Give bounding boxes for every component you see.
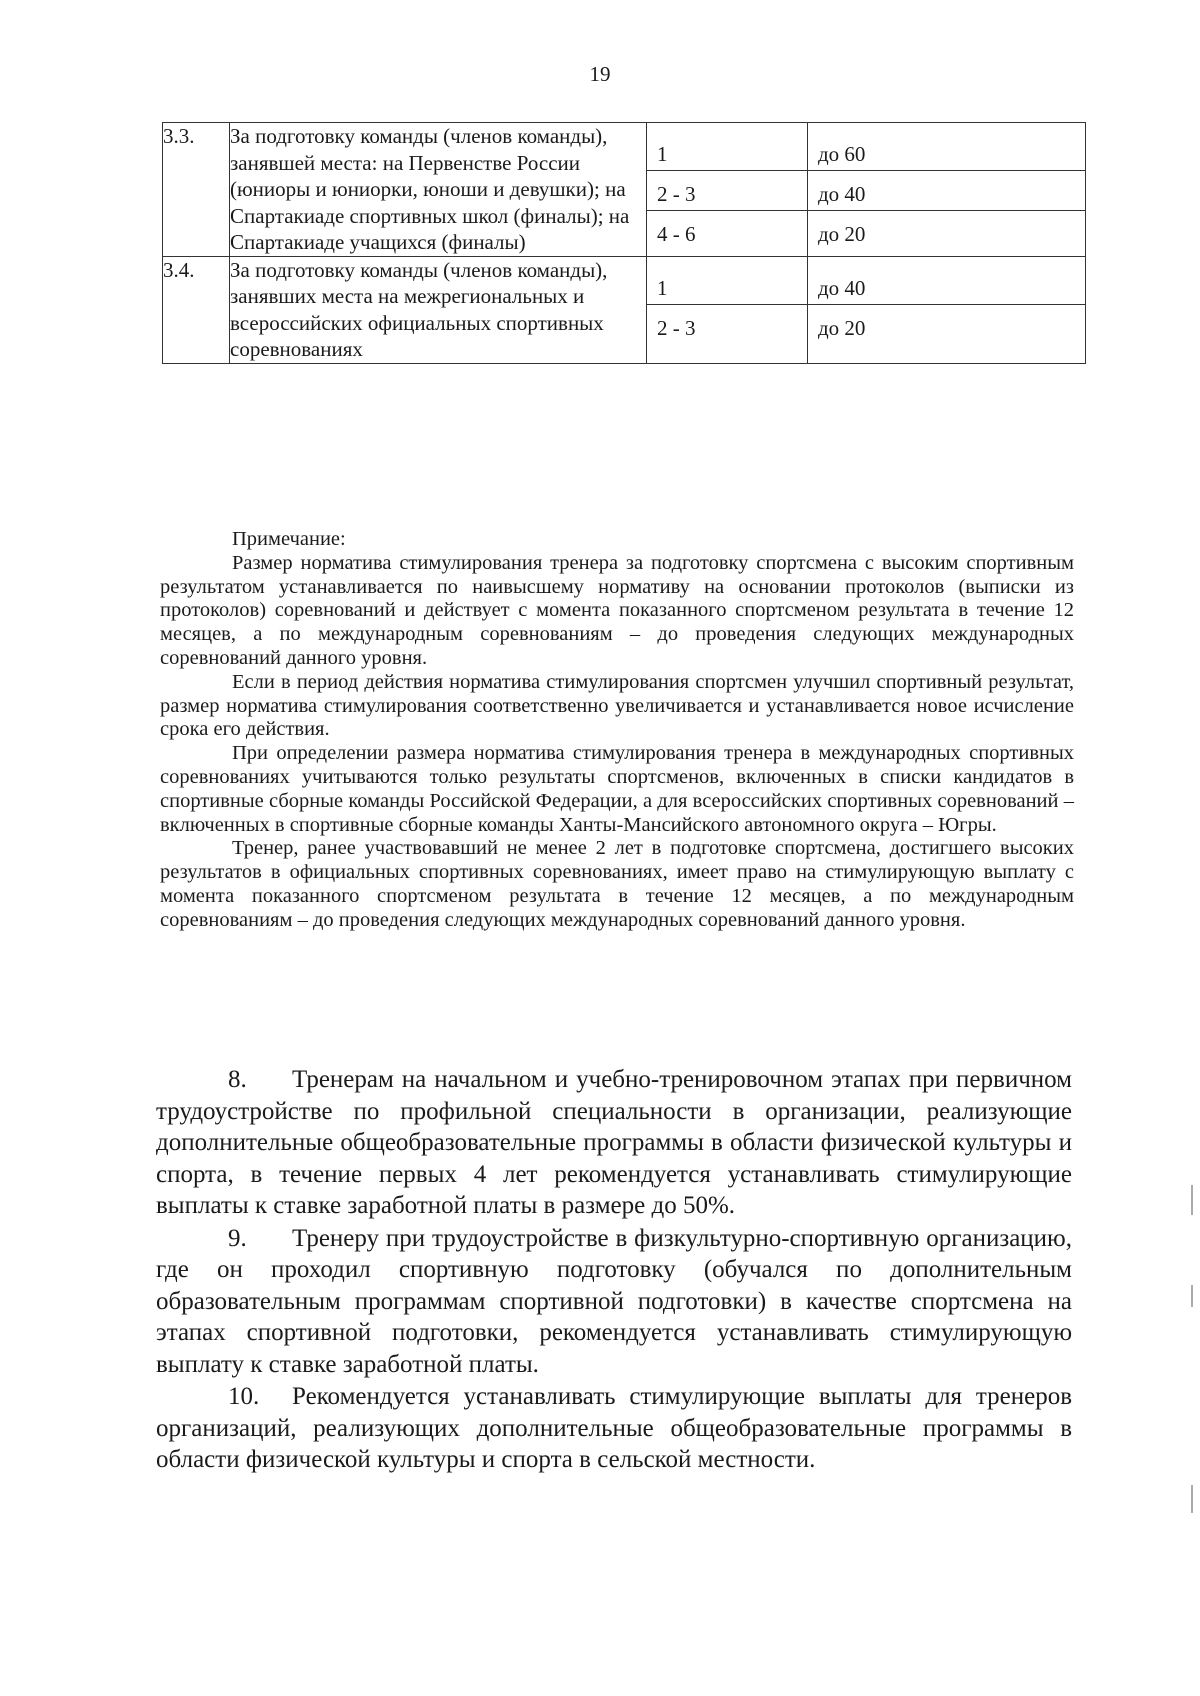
- row-number: 3.4.: [163, 256, 230, 363]
- numbered-item: [156, 1064, 1072, 1222]
- table-row: [163, 123, 1086, 257]
- row-number: 3.3.: [163, 123, 230, 257]
- row-description: За подготовку команды (членов команды), занявших места на межрегиональных и всероссийских официальных спортивных соревнованиях: [230, 256, 647, 363]
- table-row: [163, 256, 1086, 363]
- item-text: Рекомендуется устанавливать стимулирующие выплаты для тренеров организаций, реализующих дополнительные общеобразовательные программы в области физической культуры и спорта в сельской местности.: [156, 1383, 1072, 1473]
- norms-table: [162, 122, 1086, 364]
- place-cell: 1: [647, 123, 807, 171]
- note-section: [160, 528, 1074, 933]
- item-number: 8.: [228, 1066, 247, 1093]
- scan-artifact: [1191, 1485, 1193, 1513]
- item-text: Тренеру при трудоустройстве в физкультурно-спортивную организацию, где он проходил спортивную подготовку (обучался по дополнительным образовательным программам спортивной подготовки) в качестве спортсмена на этапах спортивной подготовки, рекомендуется устанавливать стимулирующую выплату к ставке заработной платы.: [156, 1224, 1072, 1378]
- value-cell: до 40: [808, 171, 1085, 211]
- row-description: За подготовку команды (членов команды), занявшей места: на Первенстве России (юниоры и юниорки, юноши и девушки); на Спартакиаде спортивных школ (финалы); на Спартакиаде учащихся (финалы): [230, 123, 647, 257]
- value-cell: до 40: [808, 257, 1085, 305]
- item-number: 10.: [228, 1383, 260, 1410]
- place-cell: 2 - 3: [657, 315, 696, 340]
- scan-artifact: [1191, 1185, 1193, 1215]
- place-cell: 1: [647, 257, 807, 305]
- item-text: Тренерам на начальном и учебно-тренировочном этапах при первичном трудоустройстве по профильной специальности в организации, реализующие дополнительные общеобразовательные программы в области физической культуры и спорта, в течение первых 4 лет рекомендуется устанавливать стимулирующие выплаты к ставке заработной платы в размере до 50%.: [156, 1066, 1072, 1219]
- note-title: Примечание:: [232, 528, 346, 550]
- place-column: [647, 123, 808, 257]
- note-paragraph: Тренер, ранее участвовавший не менее 2 лет в подготовке спортсмена, достигшего высоких результатов в официальных спортивных соревнованиях, имеет право на стимулирующую выплату с момента показанного спортсменом результата в течение 12 месяцев, а по международным соревнованиям – до проведения следующих международных соревнований данного уровня.: [160, 837, 1074, 931]
- note-paragraph: При определении размера норматива стимулирования тренера в международных спортивных соревнованиях учитываются только результаты спортсменов, включенных в списки кандидатов в спортивные сборные команды Российской Федерации, а для всероссийских спортивных соревнований – включенных в спортивные сборные команды Ханты-Мансийского автономного округа – Югры.: [160, 742, 1074, 836]
- place-column: [647, 256, 808, 363]
- value-cell: до 20: [818, 222, 866, 246]
- item-number: 9.: [228, 1224, 247, 1252]
- numbered-item: [156, 1223, 1072, 1381]
- note-paragraph: Размер норматива стимулирования тренера за подготовку спортсмена с высоким спортивным результатом устанавливается по наивысшему нормативу на основании протоколов (выписки из протоколов) соревнований и действует с момента показанного спортсменом результата в течение 12 месяцев, а по международным соревнованиям – до проведения следующих международных соревнований данного уровня.: [160, 551, 1074, 669]
- value-column: [808, 123, 1086, 257]
- place-cell: 4 - 6: [657, 222, 696, 246]
- scan-artifact: [1191, 1285, 1193, 1307]
- value-cell: до 20: [818, 315, 866, 340]
- numbered-item: [156, 1381, 1072, 1476]
- numbered-items: [156, 1064, 1072, 1477]
- value-cell: до 60: [808, 123, 1085, 171]
- page-number: 19: [589, 62, 611, 86]
- note-paragraph: Если в период действия норматива стимулирования спортсмен улучшил спортивный результат, размер норматива стимулирования соответственно увеличивается и устанавливается новое исчисление срока его действия.: [160, 670, 1074, 741]
- place-cell: 2 - 3: [647, 171, 807, 211]
- value-column: [808, 256, 1086, 363]
